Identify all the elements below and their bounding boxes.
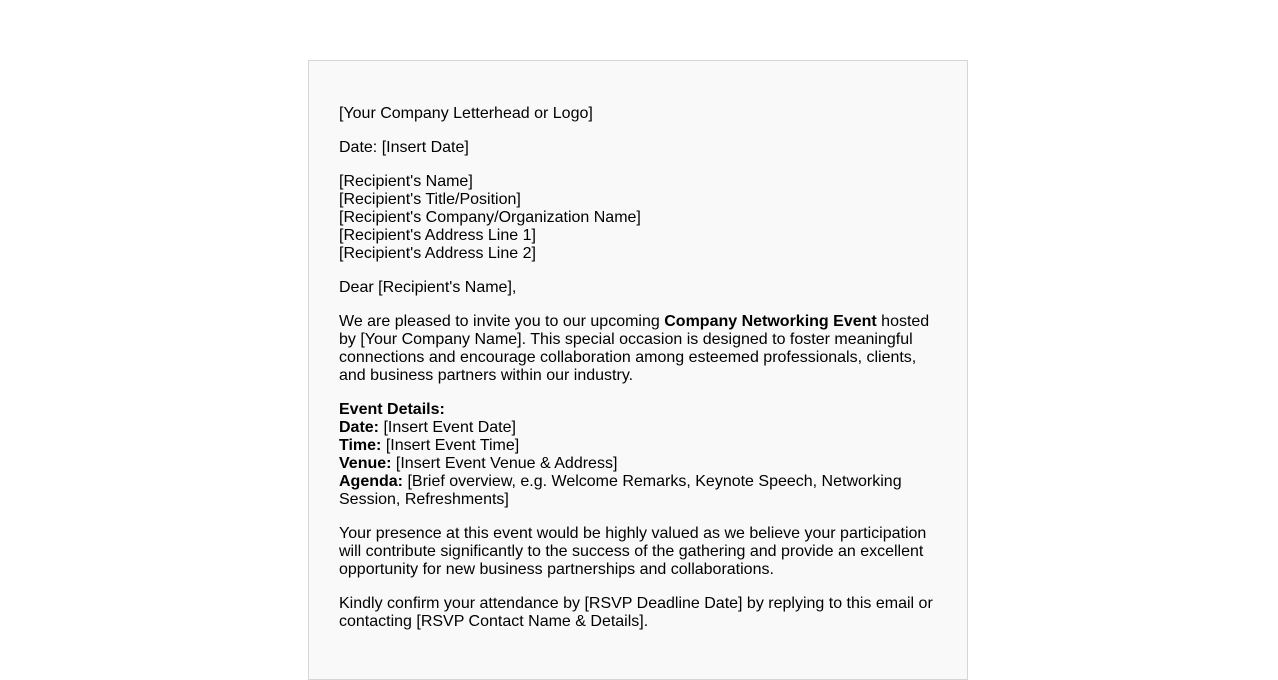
recipient-address-line-2: [Recipient's Address Line 2] [339, 245, 536, 262]
event-date-label: Date: [339, 419, 380, 436]
intro-text-after: hosted by [Your Company Name]. This special occasion is designed to foster meaningful connections and encourage collaboration among esteemed professionals, clients, and business partners within our industry. [339, 313, 930, 384]
event-date-row [339, 419, 937, 437]
date-line: Date: [Insert Date] [339, 139, 469, 156]
intro-text-before: We are pleased to invite you to our upcoming [339, 313, 665, 330]
event-agenda-label: Agenda: [339, 473, 403, 490]
event-venue-value: [Insert Event Venue & Address] [391, 455, 618, 472]
rsvp-paragraph: Kindly confirm your attendance by [RSVP Deadline Date] by replying to this email or contacting [RSVP Contact Name & Details]. [339, 595, 933, 630]
recipient-company: [Recipient's Company/Organization Name] [339, 209, 641, 226]
event-time-value: [Insert Event Time] [381, 437, 520, 454]
letter-page [308, 60, 968, 680]
recipient-address-line-1: [Recipient's Address Line 1] [339, 227, 536, 244]
intro-paragraph [339, 313, 937, 385]
event-venue-row [339, 455, 937, 473]
event-time-label: Time: [339, 437, 382, 454]
recipient-title: [Recipient's Title/Position] [339, 191, 521, 208]
letterhead-placeholder: [Your Company Letterhead or Logo] [339, 105, 593, 122]
event-venue-label: Venue: [339, 455, 392, 472]
event-agenda-value: [Brief overview, e.g. Welcome Remarks, Keynote Speech, Networking Session, Refreshments] [339, 473, 902, 508]
salutation: Dear [Recipient's Name], [339, 279, 517, 296]
event-details-heading: Event Details: [339, 401, 445, 418]
recipient-name: [Recipient's Name] [339, 173, 473, 190]
event-details-block [339, 401, 937, 509]
event-date-value: [Insert Event Date] [379, 419, 516, 436]
event-agenda-row [339, 473, 937, 509]
event-name: Company Networking Event [664, 313, 877, 330]
presence-paragraph: Your presence at this event would be highly valued as we believe your participation will contribute significantly to the success of the gathering and provide an excellent opportunity for new business partnerships and collaborations. [339, 525, 927, 578]
event-time-row [339, 437, 937, 455]
recipient-block [339, 173, 937, 263]
